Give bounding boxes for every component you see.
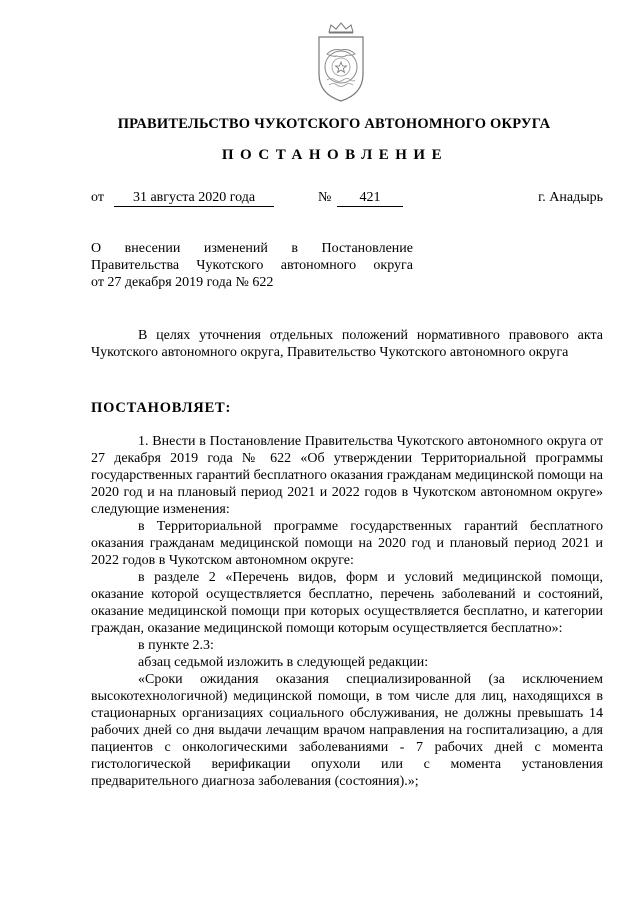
body-paragraph: абзац седьмой изложить в следующей редакции: (138, 655, 429, 670)
decree-body (91, 433, 603, 790)
document-meta (91, 190, 603, 210)
coat-of-arms-icon (305, 22, 377, 104)
subject-line: О внесении изменений в Постановление (91, 241, 413, 256)
number-label: № (318, 190, 332, 205)
body-paragraph: «Сроки ожидания оказания специализированной (за исключением высокотехнологичной) медицинской помощи, в том числе для лиц, находящихся в стационарных организациях социального обслуживания, не должны превышать 14 рабочих дней со дня выдачи лечащим врачом направления на госпитализацию, а для пациентов с онкологическими заболеваниями - 7 рабочих дней с момента гистологической верификации опухоли или с момента установления предварительного диагноза заболевания (состояния).»; (91, 672, 603, 789)
decree-heading: ПОСТАНОВЛЯЕТ: (91, 400, 232, 416)
government-title: ПРАВИТЕЛЬСТВО ЧУКОТСКОГО АВТОНОМНОГО ОКРУГА (117, 116, 551, 132)
preamble-block (91, 327, 603, 361)
body-paragraph: в пункте 2.3: (138, 638, 214, 653)
document-subject (91, 240, 413, 291)
body-paragraph: в разделе 2 «Перечень видов, форм и условий медицинской помощи, оказание которой осуществляется бесплатно, перечень заболеваний и состояний, оказание медицинской помощи при которых осуществляется бесплатно, и категории граждан, оказание медицинской помощи которым осуществляется бесплатно»: (91, 570, 603, 636)
document-city: г. Анадырь (538, 190, 603, 205)
subject-line: от 27 декабря 2019 года № 622 (91, 275, 274, 290)
preamble-paragraph: В целях уточнения отдельных положений нормативного правового акта Чукотского автономного округа, Правительство Чукотского автономного округа (91, 328, 603, 360)
body-paragraph: в Территориальной программе государственных гарантий бесплатного оказания гражданам медицинской помощи на 2020 год и плановый период 2021 и 2022 годов в Чукотском автономном округе: (91, 519, 603, 568)
subject-line: Правительства Чукотского автономного округа (91, 258, 413, 273)
document-number: 421 (337, 190, 403, 207)
document-type-title: ПОСТАНОВЛЕНИЕ (221, 147, 449, 163)
date-prefix-label: от (91, 190, 104, 205)
document-date: 31 августа 2020 года (114, 190, 274, 207)
body-paragraph: 1. Внести в Постановление Правительства Чукотского автономного округа от 27 декабря 2019 года № 622 «Об утверждении Территориальной программы государственных гарантий бесплатного оказания гражданам медицинской помощи на 2020 год и на плановый период 2021 и 2022 годов в Чукотском автономном округе» следующие изменения: (91, 434, 603, 517)
